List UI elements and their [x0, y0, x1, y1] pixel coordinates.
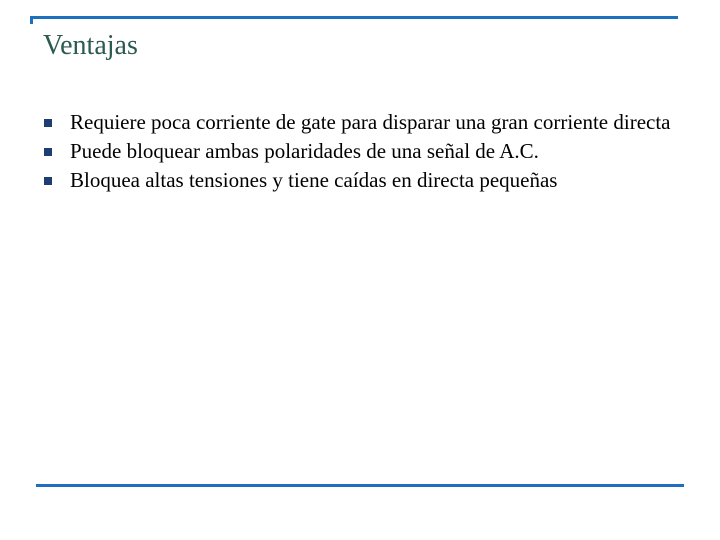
- bullet-list: [43, 108, 683, 195]
- square-bullet-icon: [44, 177, 52, 185]
- bullet-item: [43, 166, 683, 195]
- bottom-divider: [36, 484, 684, 487]
- bullet-text: Puede bloquear ambas polaridades de una señal de A.C.: [70, 139, 539, 163]
- top-divider: [30, 16, 678, 19]
- top-divider-tick: [30, 16, 33, 24]
- bullet-item: [43, 108, 683, 137]
- bullet-text: Requiere poca corriente de gate para disparar una gran corriente directa: [70, 110, 671, 134]
- square-bullet-icon: [44, 119, 52, 127]
- bullet-text: Bloquea altas tensiones y tiene caídas en directa pequeñas: [70, 168, 558, 192]
- bullet-item: [43, 137, 683, 166]
- square-bullet-icon: [44, 148, 52, 156]
- slide-title: Ventajas: [43, 30, 138, 61]
